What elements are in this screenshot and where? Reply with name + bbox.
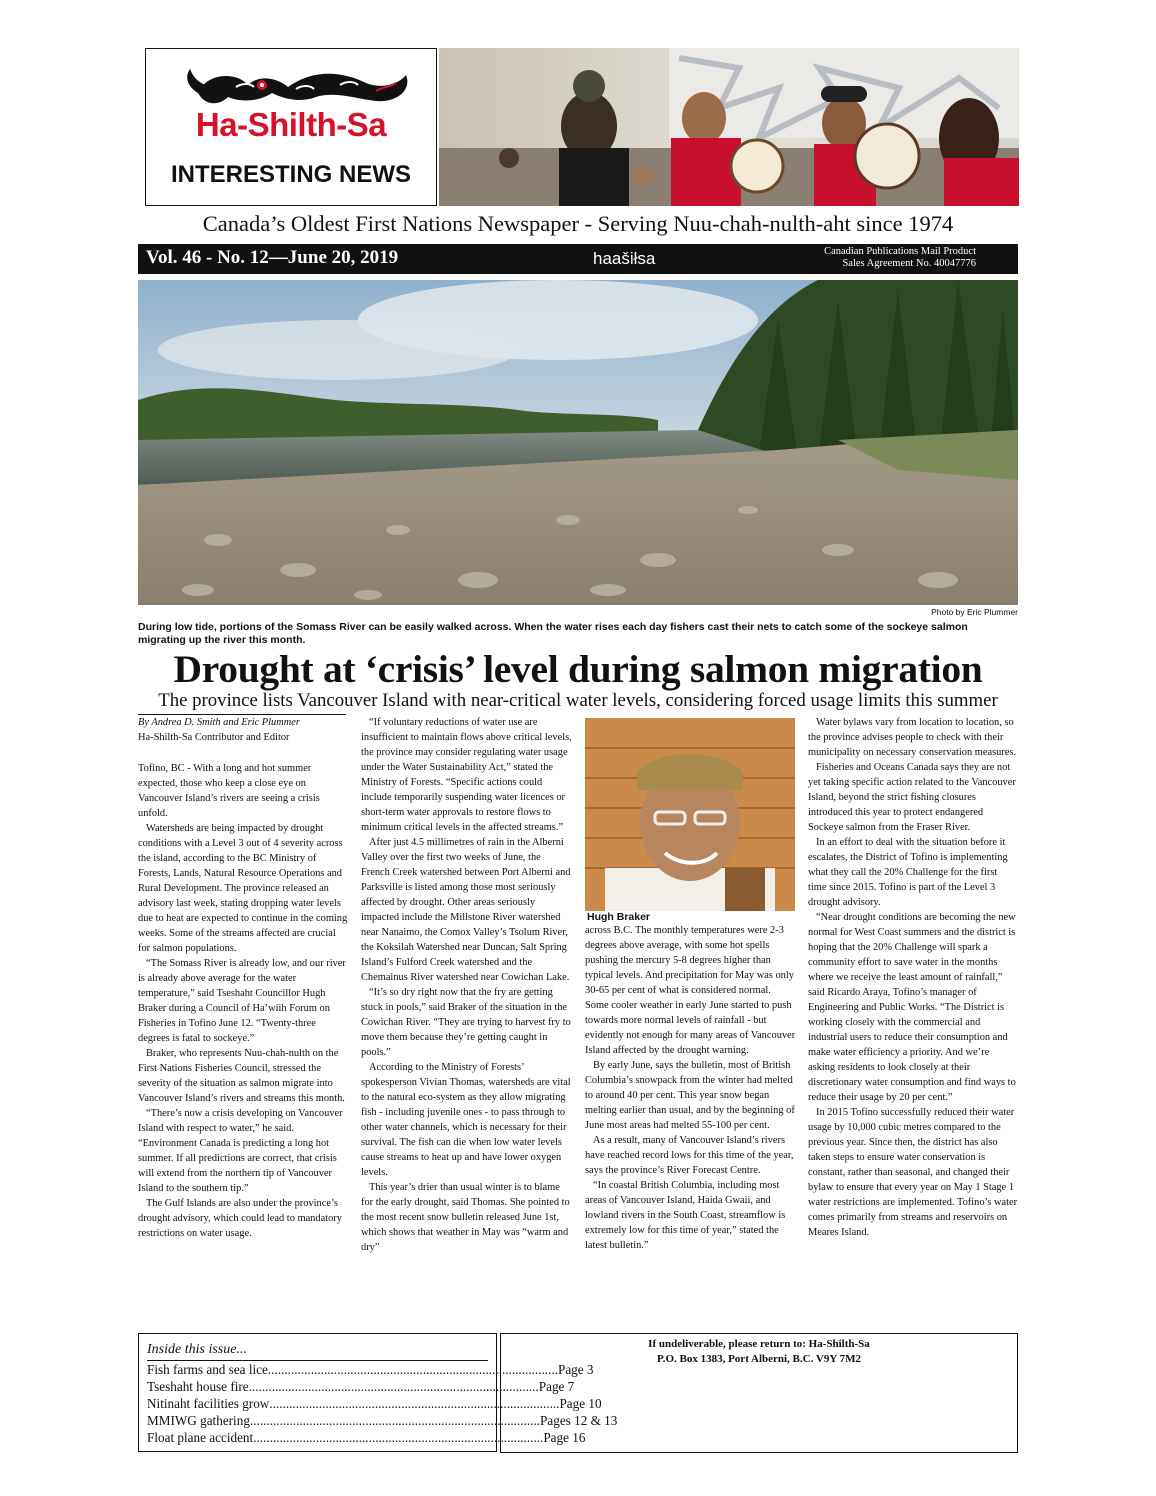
tagline: Canada’s Oldest First Nations Newspaper - Serving Nuu-chah-nulth-aht since 1974: [202, 211, 954, 236]
paragraph: As a result, many of Vancouver Island’s rivers have reached record lows for this time of the year, says the province’s River Forecast Centre.: [585, 1135, 794, 1176]
paragraph: Braker, who represents Nuu-chah-nulth on the First Nations Fisheries Council, stressed the severity of the situation as salmon migrate into Vancouver Island’s rivers and streams this month.: [138, 1048, 345, 1104]
issue-volume: Vol. 46 - No. 12—June 20, 2019: [146, 247, 399, 268]
paragraph: “It’s so dry right now that the fry are getting stuck in pools,” said Braker of the situation in the Cowichan River. “They are trying to harvest fry to move them because they’re getting caught in pools.”: [361, 987, 571, 1058]
photo-credit: Photo by Eric Plummer: [931, 607, 1018, 617]
article-subhead: The province lists Vancouver Island with near-critical water levels, considering forced usage limits this summer: [158, 690, 998, 711]
masthead-name: Ha-Shilth-Sa: [195, 106, 387, 143]
inside-item[interactable]: Float plane accident ........................................................................................ Page 16: [147, 1430, 586, 1445]
inside-item[interactable]: Tseshaht house fire ........................................................................................ Page 7: [147, 1379, 575, 1394]
return-address-box: [500, 1333, 1018, 1453]
native-name: haašiłsa: [593, 249, 656, 268]
paragraph: “The Somass River is already low, and our river is already above average for the water temperature,” said Tseshaht Councillor Hugh Braker during a Council of Ha’wiih Forum on Fisheries in Tofino June 12. “Twenty-three degrees is fatal to sockeye.”: [138, 958, 346, 1044]
masthead: [145, 48, 437, 206]
hugh-braker-photo: [585, 718, 795, 911]
article-column-2: [361, 715, 572, 1255]
postal-agreement: [824, 246, 976, 270]
inside-item[interactable]: Fish farms and sea lice ........................................................................................ Page 3: [147, 1362, 594, 1377]
photo-caption: During low tide, portions of the Somass River can be easily walked across. When the water rises each day fishers cast their nets to catch some of the sockeye salmon migrating up the river this month.: [138, 621, 968, 646]
paragraph: This year’s drier than usual winter is to blame for the early drought, said Thomas. She pointed to the most recent snow bulletin released June 1st, which shows that weather in May was “warm and dry”: [361, 1182, 570, 1253]
byline-role: Ha-Shilth-Sa Contributor and Editor: [138, 732, 290, 743]
paragraph: “In coastal British Columbia, including most areas of Vancouver Island, Haida Gwaii, and lowland rivers in the South Coast, streamflow is extremely low for this time of year,” stated the latest bulletin.”: [585, 1180, 786, 1251]
hugh-braker-caption: Hugh Braker: [587, 911, 651, 923]
inside-title: Inside this issue...: [147, 1342, 247, 1357]
postal-line-1: Canadian Publications Mail Product: [824, 246, 976, 257]
paragraph: In 2015 Tofino successfully reduced their water usage by 10,000 cubic metres compared to the previous year. Since then, the district has also taken steps to ensure water conservation is constant, rather than seasonal, and changed their bylaw to ensure that every year on May 1 Stage 1 water restrictions are implemented. Tofino’s water comes primarily from streams and reservoirs on Meares Island.: [808, 1107, 1018, 1238]
drummers-photo: [439, 48, 1019, 206]
postal-line-2: Sales Agreement No. 40047776: [842, 258, 976, 269]
paragraph: “There’s now a crisis developing on Vancouver Island with respect to water,” he said. “Environment Canada is predicting a long hot summer. If all predictions are correct, that crisis will extend from the northern tip of Vancouver Island to the southern tip.”: [138, 1108, 343, 1194]
somass-river-photo: [138, 280, 1018, 605]
paragraph: “If voluntary reductions of water use are insufficient to maintain flows above critical levels, the province may consider regulating water usage under the Water Sustainability Act,” stated the Ministry of Forests. “Specific actions could include temporarily suspending water licences or short-term water approvals to restore flows to minimum critical levels in the affected streams.”: [361, 717, 572, 833]
return-line-2: P.O. Box 1383, Port Alberni, B.C. V9Y 7M2: [656, 1353, 861, 1365]
paragraph: “Near drought conditions are becoming the new normal for West Coast summers and the district is hoping that the 20% Challenge will spark a community effort to save water in the months where we receive the least amount of rainfall,” said Ricardo Araya, Tofino’s manager of Engineering and Public Works. “The District is working closely with the commercial and industrial users to reduce their consumption and make water efficiency a priority. And we’re asking residents to look closely at their discretionary water consumption and find ways to reduce their usage by 20 per cent.”: [808, 912, 1016, 1103]
article-column-1: [138, 715, 348, 1241]
masthead-subtitle: INTERESTING NEWS: [170, 161, 411, 188]
inside-item[interactable]: Nitinaht facilities grow ........................................................................................ Page 10: [147, 1396, 602, 1411]
article-column-3: [585, 923, 796, 1253]
return-line-1: If undeliverable, please return to: Ha-Shilth-Sa: [648, 1338, 870, 1350]
article-column-4: [808, 715, 1018, 1240]
article-headline: Drought at ‘crisis’ level during salmon migration: [173, 647, 983, 691]
paragraph: According to the Ministry of Forests’ spokesperson Vivian Thomas, watersheds are vital to the natural eco-system as they allow migrating fish - including juvenile ones - to pass through to other water channels, which is necessary for their survival. The fish can die when low water levels cause streams to heat up and have lower oxygen levels.: [361, 1062, 571, 1178]
inside-divider: [147, 1360, 488, 1361]
byline: By Andrea D. Smith and Eric Plummer: [138, 717, 300, 728]
paragraph: Fisheries and Oceans Canada says they are not yet taking specific action related to the Vancouver Island, beyond the strict fishing closures introduced this year to protect endangered Sockeye salmon from the Fraser River.: [808, 762, 1016, 833]
paragraph: across B.C. The monthly temperatures were 2-3 degrees above average, with some hot spells pushing the mercury 5-8 degrees higher than typical levels. And precipitation for May was only 30-65 per cent of what is considered normal. Some cooler weather in early June started to push towards more normal levels of rainfall - but evidently not enough for many areas of Vancouver Island affected by the drought warning.: [585, 925, 796, 1056]
paragraph: After just 4.5 millimetres of rain in the Alberni Valley over the first two weeks of June, the French Creek watershed between Port Alberni and Parksville is listed among those most seriously affected by drought. Other areas seriously impacted include the Millstone River watershed near Nanaimo, the Comox Valley’s Tsolum River, the Koksilah Watershed near Duncan, Salt Spring Island’s Fulford Creek watershed and the Chemainus River watershed near Cowichan Lake.: [361, 837, 571, 983]
inside-this-issue: [138, 1333, 618, 1452]
paragraph: Watersheds are being impacted by drought conditions with a Level 3 out of 4 severity across the island, according to the BC Ministry of Forests, Lands, Natural Resource Operations and Rural Development. The province released an advisory last week, stating dropping water levels due to heat are expected to continue in the coming weeks. Some of the streams affected are crucial for salmon populations.: [138, 823, 348, 954]
inside-item[interactable]: MMIWG gathering ........................................................................................ Pages 12 & 13: [147, 1413, 618, 1428]
paragraph: Water bylaws vary from location to location, so the province advises people to check with their municipality on necessary conservation measures.: [808, 717, 1017, 758]
issue-bar: [138, 244, 1018, 274]
paragraph: The Gulf Islands are also under the province’s drought advisory, which could lead to mandatory restrictions on water usage.: [138, 1198, 342, 1239]
paragraph: Tofino, BC - With a long and hot summer expected, those who keep a close eye on Vancouver Island’s rivers are seeing a crisis unfold.: [138, 763, 320, 819]
paragraph: In an effort to deal with the situation before it escalates, the District of Tofino is implementing what they call the 20% Challenge for the first time since 2015. Tofino is part of the Level 3 drought advisory.: [808, 837, 1008, 908]
paragraph: By early June, says the bulletin, most of British Columbia’s snowpack from the winter had melted to around 40 per cent. This year snow began melting earlier than usual, and by the beginning of June most areas had melted 55-100 per cent.: [585, 1060, 795, 1131]
